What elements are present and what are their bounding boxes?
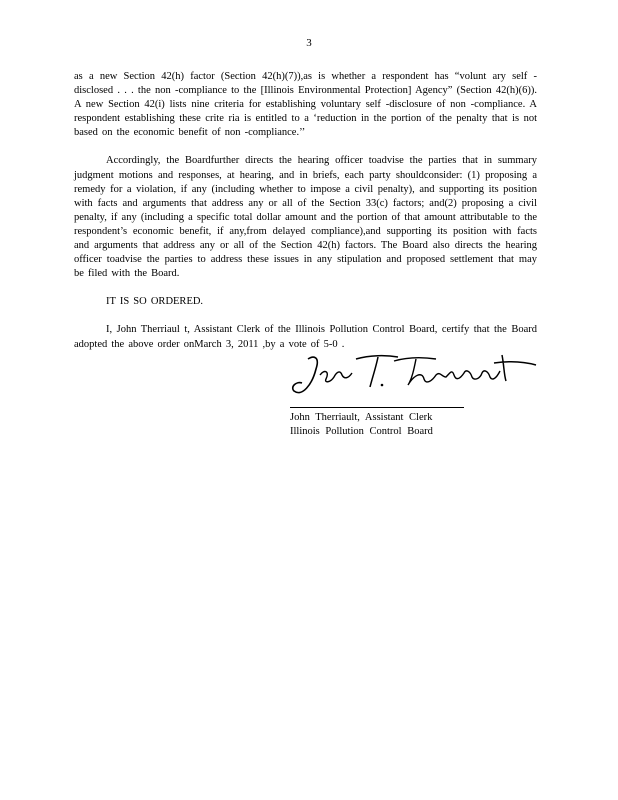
handwritten-signature <box>290 345 540 405</box>
signature-line <box>290 407 464 408</box>
penalty-factors-paragraph: as a new Section 42(h) factor (Section 42(h)(7)),as is whether a respondent has “volunt ary self -disclosed . . . the non -compliance to the [Illinois Environmental Protection] Agency” (Section 42(h)(6)). A new Section 42(i) lists nine criteria for establishing voluntary self -disclosure of non -compliance. A respondent establishing these crite ria is entitled to a ‘reduction in the portion of the penalty that is not based on the economic benefit of non -compliance.’’ <box>74 71 537 139</box>
document-body <box>74 70 537 366</box>
hearing-officer-directive-paragraph: Accordingly, the Boardfurther directs the hearing officer toadvise the parties that in summary judgment motions and responses, at hearing, and in briefs, each party shouldconsider: (1) proposing a remedy for a violation, if any (including whether to impose a civil penalty), and supporting its position with facts and arguments that address any or all of the Section 33(c) factors; and(2) proposing a civil penalty, if any (including a specific total dollar amount and the portion of that amount attributable to the respondent’s economic benefit, if any,from delayed compliance),and supporting its position with facts and arguments that address any or all of the Section 42(h) factors. The Board also directs the hearing officer toadvise the parties to address these issues in any stipulation and proposed settlement that may be filed with the Board. <box>74 155 537 280</box>
signatory-name: John Therriault, Assistant Clerk <box>290 412 433 423</box>
page-number: 3 <box>306 37 312 49</box>
clerk-certification: I, John Therriaul t, Assistant Clerk of the Illinois Pollution Control Board, certify that the Board adopted the above order onMarch 3, 2011 ,by a vote of 5-0 . <box>74 324 537 350</box>
order-statement: IT IS SO ORDERED. <box>106 296 204 308</box>
signatory-organization: Illinois Pollution Control Board <box>290 426 433 437</box>
signatory-block <box>290 411 433 439</box>
